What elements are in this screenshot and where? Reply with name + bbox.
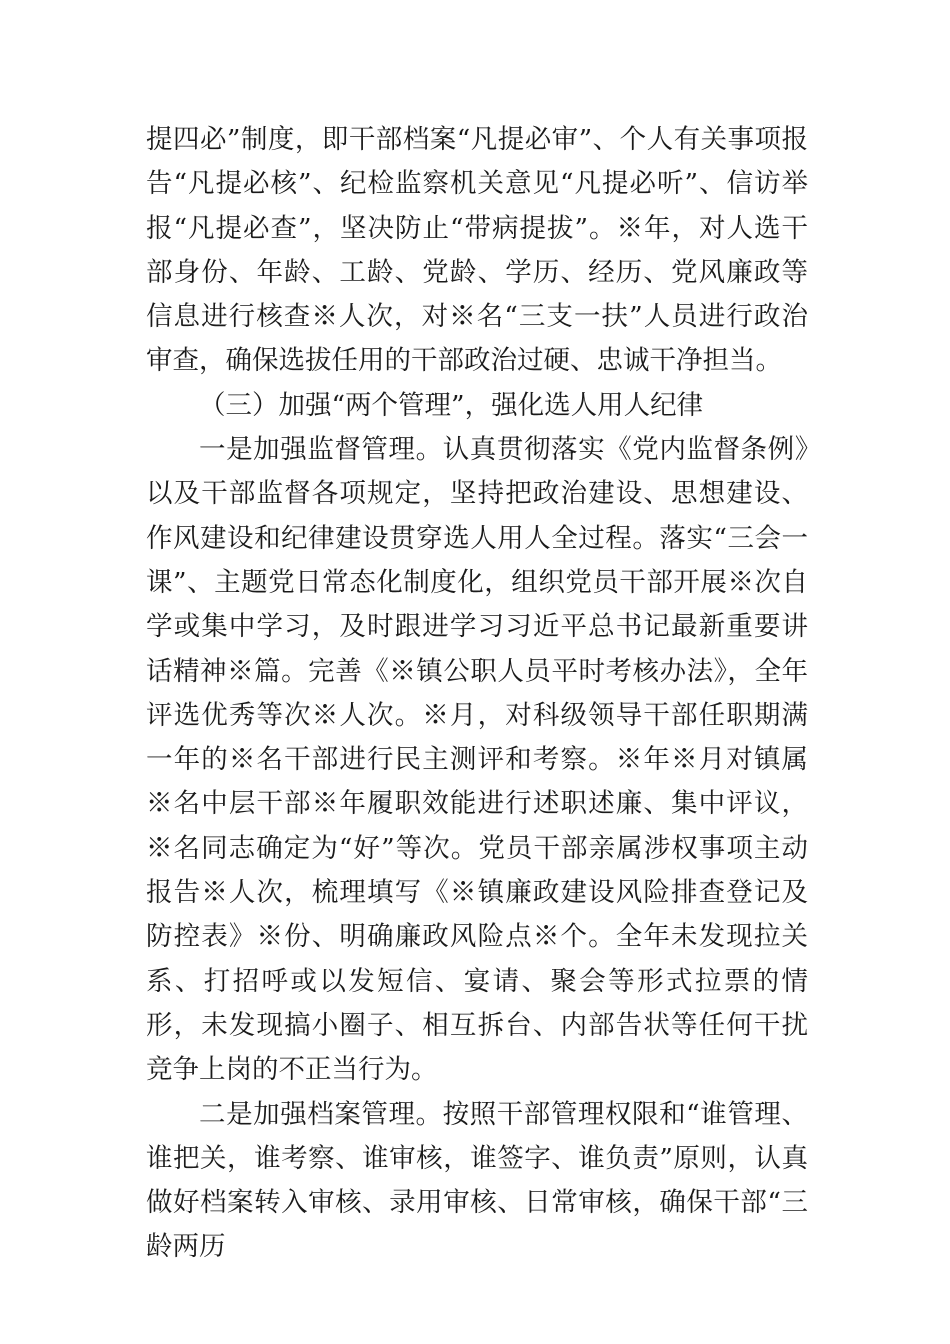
paragraph-supervision-management: 一是加强监督管理。认真贯彻落实《党内监督条例》以及干部监督各项规定，坚持把政治建设、思想建设、作风建设和纪律建设贯穿选人用人全过程。落实“三会一课”、主题党日常态化制度化，组织党员干部开展※次自学或集中学习，及时跟进学习习近平总书记最新重要讲话精神※篇。完善《※镇公职人员平时考核办法》，全年评选优秀等次※人次。※月，对科级领导干部任职期满一年的※名干部进行民主测评和考察。※年※月对镇属※名中层干部※年履职效能进行述职述廉、集中评议，※名同志确定为“好”等次。党员干部亲属涉权事项主动报告※人次，梳理填写《※镇廉政建设风险排查登记及防控表》※份、明确廉政风险点※个。全年未发现拉关系、打招呼或以发短信、宴请、聚会等形式拉票的情形，未发现搞小圈子、相互拆台、内部告状等任何干扰竞争上岗的不正当行为。 bbox=[146, 434, 808, 1086]
paragraph-continuation: 提四必”制度，即干部档案“凡提必审”、个人有关事项报告“凡提必核”、纪检监察机关意见“凡提必听”、信访举报“凡提必查”，坚决防止“带病提拔”。※年，对人选干部身份、年龄、工龄、党龄、学历、经历、党风廉政等信息进行核查※人次，对※名“三支一扶”人员进行政治审查，确保选拔任用的干部政治过硬、忠诚干净担当。 bbox=[146, 124, 808, 377]
section-heading: （三）加强“两个管理”，强化选人用人纪律 bbox=[199, 389, 704, 421]
document-body bbox=[146, 118, 808, 1270]
paragraph-archive-management: 二是加强档案管理。按照干部管理权限和“谁管理、谁把关，谁考察、谁审核，谁签字、谁负责”原则，认真做好档案转入审核、录用审核、日常审核，确保干部“三龄两历 bbox=[146, 1098, 808, 1263]
